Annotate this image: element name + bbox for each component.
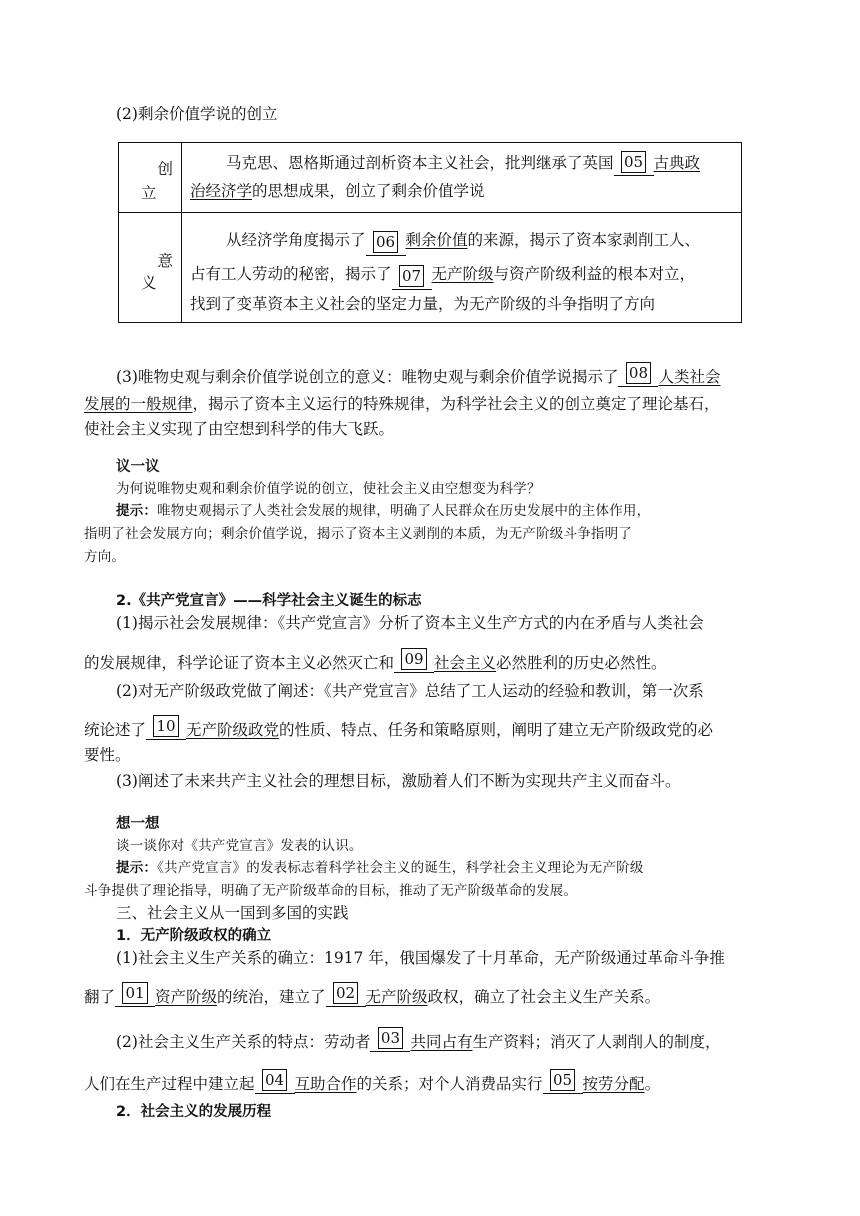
manifesto-p1-line1: (1)揭示社会发展规律：《共产党宣言》分析了资本主义生产方式的内在矛盾与人类社会 <box>116 614 704 632</box>
manifesto-p2-line2: 统论述了 10 无产阶级政党的性质、特点、任务和策略原则，阐明了建立无产阶级政党的必 <box>84 717 714 739</box>
fill-blank-06: 06 <box>366 223 406 257</box>
think-question: 谈一谈你对《共产党宣言》发表的认识。 <box>116 838 363 854</box>
fill-blank-05b: 05 <box>543 1073 583 1095</box>
part-3-sub1-heading: 1．无产阶级政权的确立 <box>116 928 272 944</box>
manifesto-p1-line2: 的发展规律，科学论证了资本主义必然灭亡和 09 社会主义必然胜利的历史必然性。 <box>84 650 667 672</box>
table-row-significance <box>119 213 742 323</box>
part-3-p2: (2)社会主义生产关系的特点：劳动者 03 共同占有生产资料；消灭了人剥削人的制度， <box>116 1029 721 1051</box>
discuss-heading: 议一议 <box>116 459 160 475</box>
table-row-founding <box>119 143 742 213</box>
manifesto-p2-line1: (2)对无产阶级政党做了阐述：《共产党宣言》总结了工人运动的经验和教训，第一次系 <box>116 682 704 700</box>
fill-blank-10: 10 <box>146 719 186 741</box>
row-label-founding: 创 立 <box>119 143 182 213</box>
fill-blank-07: 07 <box>392 257 432 291</box>
row-text-founding: 马克思、恩格斯通过剖析资本主义社会，批判继承了英国 05 古典政 治经济学的思想成果，创立了剩余价值学说 <box>182 143 742 213</box>
fill-blank-05: 05 <box>614 149 654 177</box>
fill-blank-01: 01 <box>115 986 155 1008</box>
section-heading-surplus-value: (2)剩余价值学说的创立 <box>116 105 278 123</box>
manifesto-heading: 2.《共产党宣言》——科学社会主义诞生的标志 <box>116 593 422 609</box>
think-hint-line1: 提示：《共产党宣言》的发表标志着科学社会主义的诞生，科学社会主义理论为无产阶级 <box>116 860 644 876</box>
manifesto-p2-line3: 要性。 <box>84 746 131 764</box>
fill-blank-08: 08 <box>618 366 658 388</box>
fill-blank-04: 04 <box>255 1073 295 1095</box>
discuss-hint-line3: 方向。 <box>84 549 126 565</box>
row-label-significance: 意 义 <box>119 213 182 323</box>
manifesto-p3: (3)阐述了未来共产主义社会的理想目标，激励着人们不断为实现共产主义而奋斗。 <box>116 772 681 790</box>
surplus-value-table <box>118 142 742 323</box>
think-heading: 想一想 <box>116 816 160 832</box>
part-3-heading: 三、社会主义从一国到多国的实践 <box>116 904 349 922</box>
discuss-hint-line2: 指明了社会发展方向；剩余价值学说，揭示了资本主义剥削的本质，为无产阶级斗争指明了 <box>84 526 632 542</box>
section-3-line3: 使社会主义实现了由空想到科学的伟大飞跃。 <box>84 420 395 438</box>
part-3-sub2-heading: 2．社会主义的发展历程 <box>116 1104 272 1120</box>
part-3-p3: 人们在生产过程中建立起 04 互助合作的关系；对个人消费品实行 05 按劳分配。 <box>84 1071 661 1093</box>
think-hint-line2: 斗争提供了理论指导，明确了无产阶级革命的目标，推动了无产阶级革命的发展。 <box>84 883 578 899</box>
fill-blank-09: 09 <box>394 652 434 674</box>
section-3-line1: (3)唯物史观与剩余价值学说创立的意义：唯物史观与剩余价值学说揭示了 08 人类社会 <box>116 364 721 386</box>
part-3-p1-line2: 翻了 01 资产阶级的统治，建立了 02 无产阶级政权，确立了社会主义生产关系。 <box>84 984 661 1006</box>
discuss-question: 为何说唯物史观和剩余价值学说的创立，使社会主义由空想变为科学？ <box>116 481 541 497</box>
fill-blank-03: 03 <box>370 1031 410 1053</box>
fill-blank-02: 02 <box>326 986 366 1008</box>
discuss-hint-line1: 提示：唯物史观揭示了人类社会发展的规律，明确了人民群众在历史发展中的主体作用， <box>116 503 651 519</box>
section-3-line2: 发展的一般规律，揭示了资本主义运行的特殊规律，为科学社会主义的创立奠定了理论基石， <box>84 395 720 413</box>
part-3-p1-line1: (1)社会主义生产关系的确立：1917 年，俄国爆发了十月革命，无产阶级通过革命斗争推 <box>116 949 725 967</box>
row-text-significance: 从经济学角度揭示了 06 剩余价值的来源，揭示了资本家剥削工人、 占有工人劳动的秘密，揭示了 07 无产阶级与资产阶级利益的根本对立， 找到了变革资本主义社会的坚定力量，为无产阶级的斗争指明了方向 <box>182 213 742 323</box>
